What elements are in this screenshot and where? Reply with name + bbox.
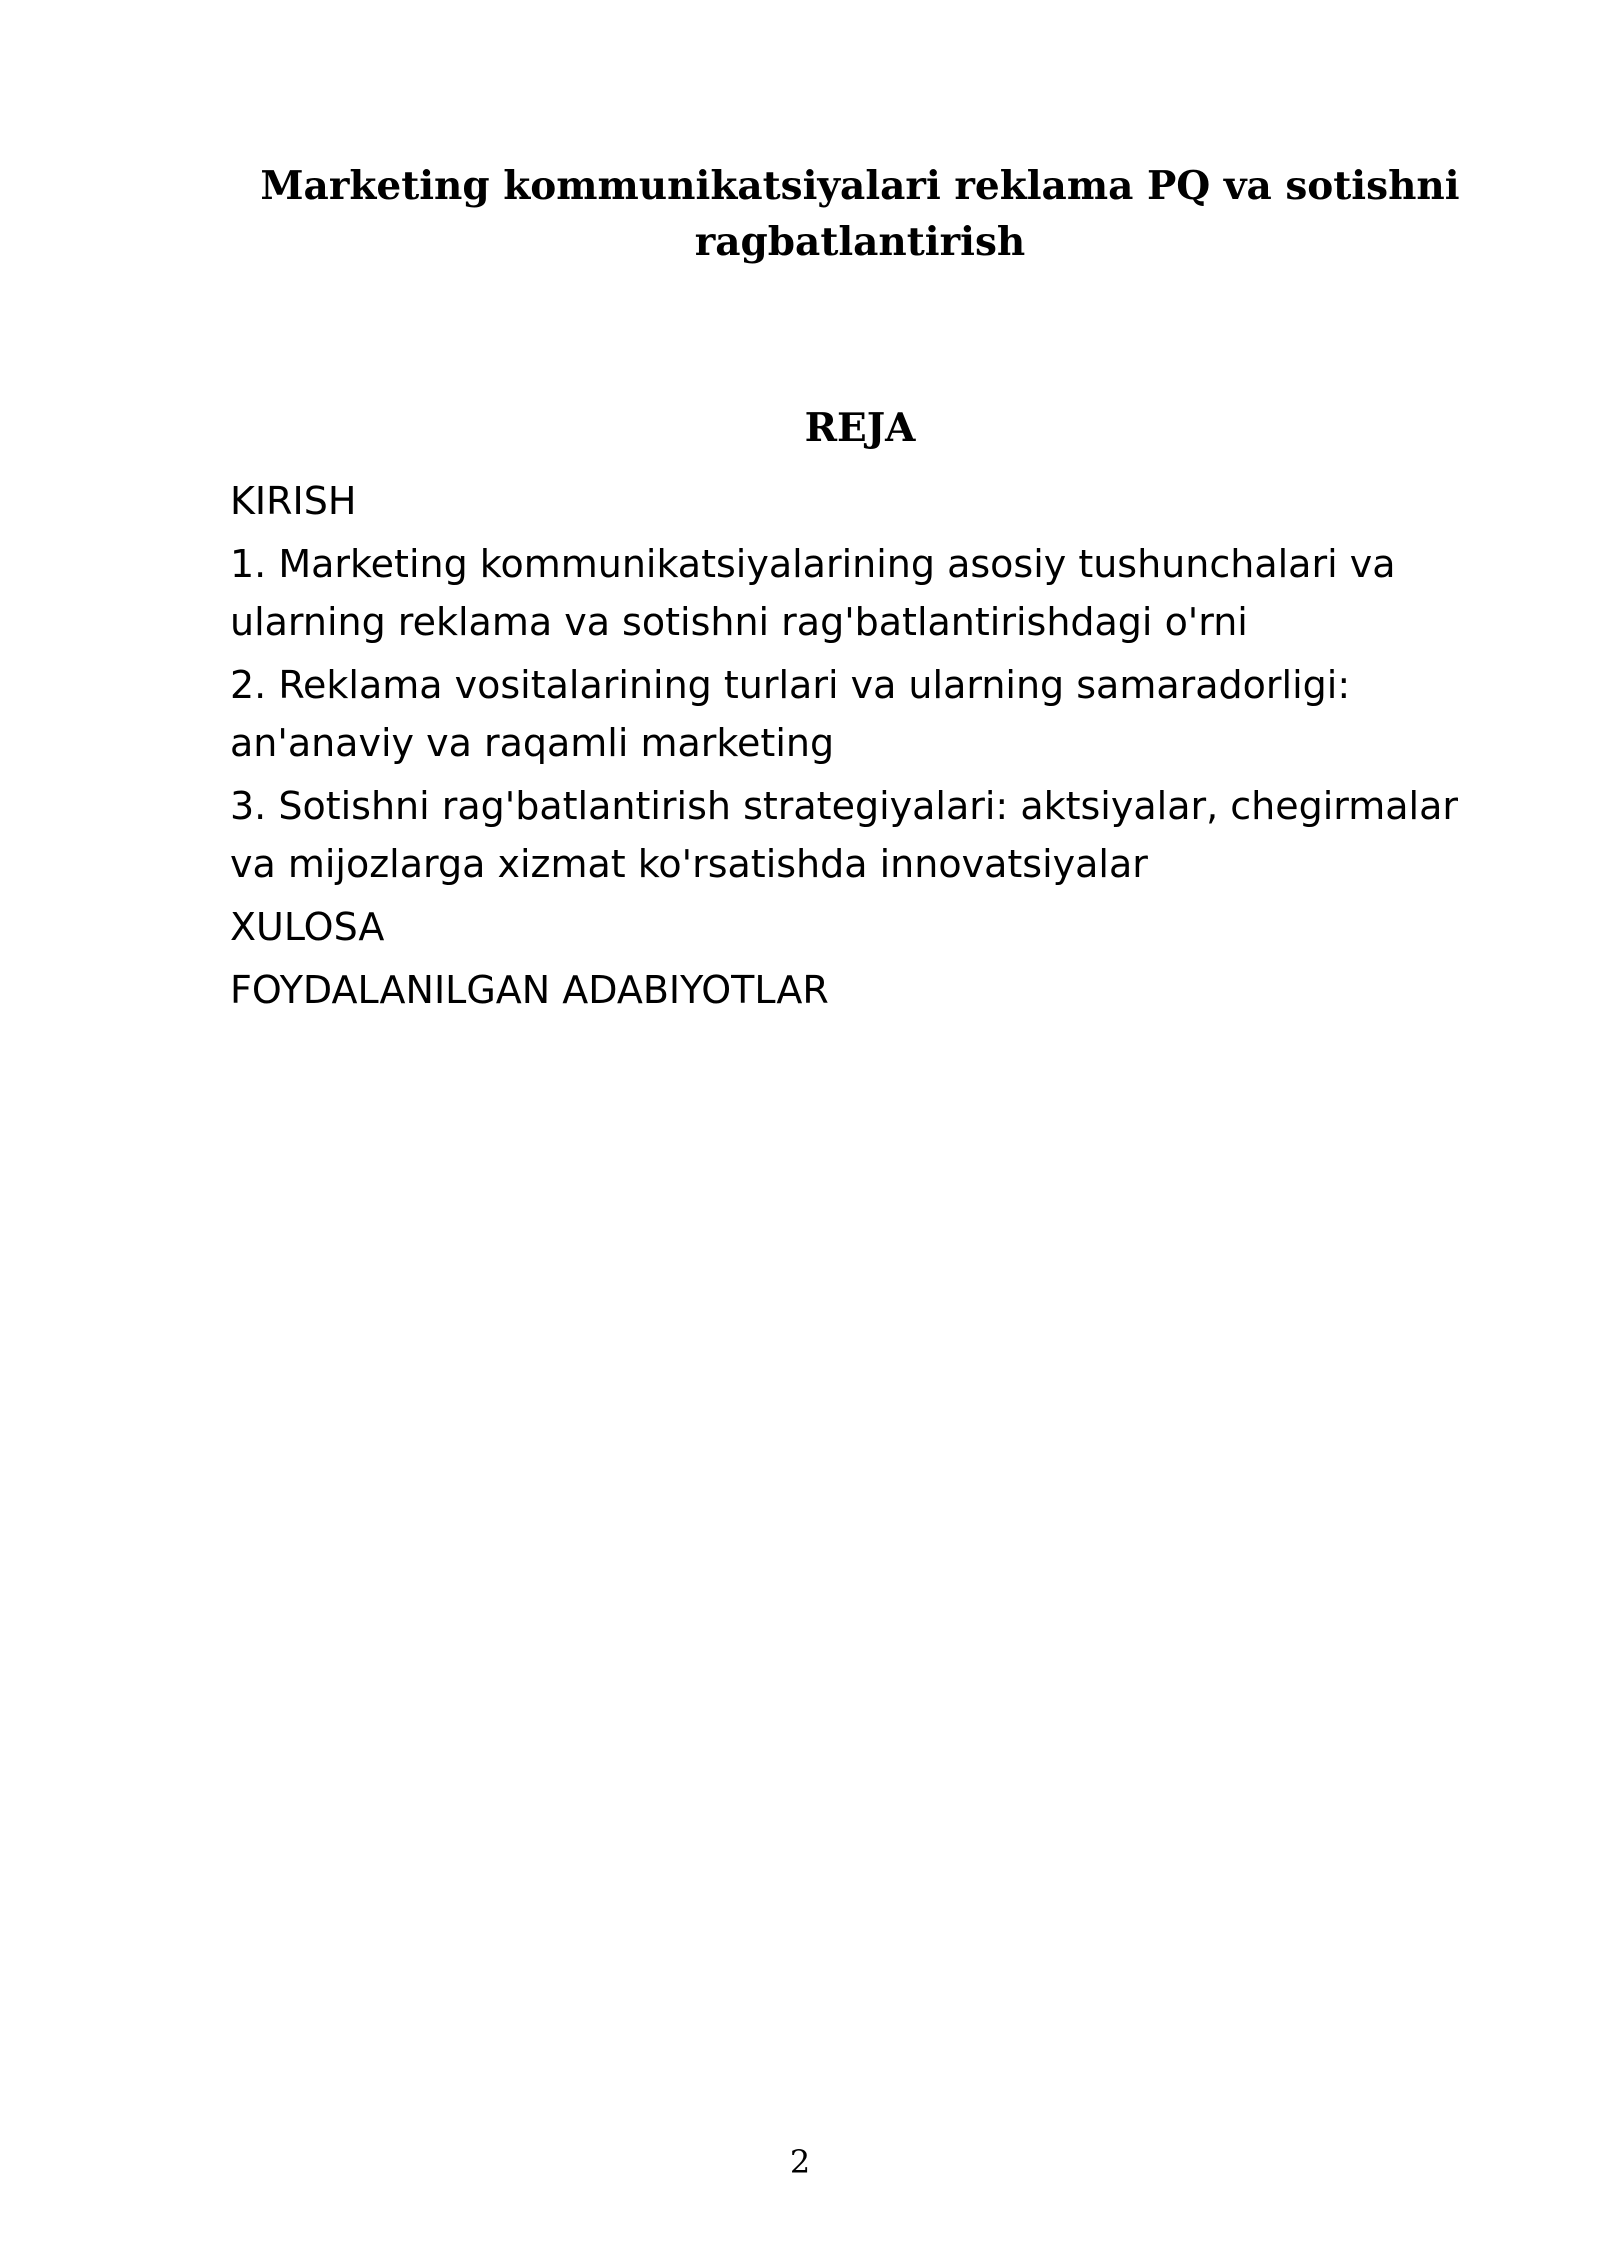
toc-item-conclusion: [230, 898, 1530, 956]
toc-item-1: [230, 535, 1530, 651]
toc-item-references-text: FOYDALANILGAN ADABIYOTLAR: [230, 968, 829, 1012]
toc-item-2-line-2: an'anaviy va raqamli marketing: [230, 721, 835, 765]
toc-item-conclusion-text: XULOSA: [230, 905, 385, 949]
plan-heading: REJA: [804, 405, 916, 451]
toc-item-1-line-2: ularning reklama va sotishni rag'batlantirishdagi o'rni: [230, 600, 1248, 644]
toc-item-intro: [230, 472, 1530, 530]
toc-item-2: [230, 656, 1530, 772]
toc-item-3-line-1: 3. Sotishni rag'batlantirish strategiyalari: aktsiyalar, chegirmalar: [230, 784, 1459, 828]
toc-item-references: [230, 961, 1530, 1019]
document-title: [230, 158, 1490, 270]
document-title-line-2: ragbatlantirish: [694, 219, 1026, 265]
toc-item-intro-text: KIRISH: [230, 479, 357, 523]
document-title-line-1: Marketing kommunikatsiyalari reklama PQ va sotishni: [260, 163, 1460, 209]
toc-item-3: [230, 777, 1530, 893]
toc-item-3-line-2: va mijozlarga xizmat ko'rsatishda innovatsiyalar: [230, 842, 1148, 886]
page-number: 2: [789, 2143, 811, 2181]
table-of-contents: [230, 472, 1530, 1024]
toc-item-2-line-1: 2. Reklama vositalarining turlari va ularning samaradorligi:: [230, 663, 1351, 707]
toc-item-1-line-1: 1. Marketing kommunikatsiyalarining asosiy tushunchalari va: [230, 542, 1396, 586]
